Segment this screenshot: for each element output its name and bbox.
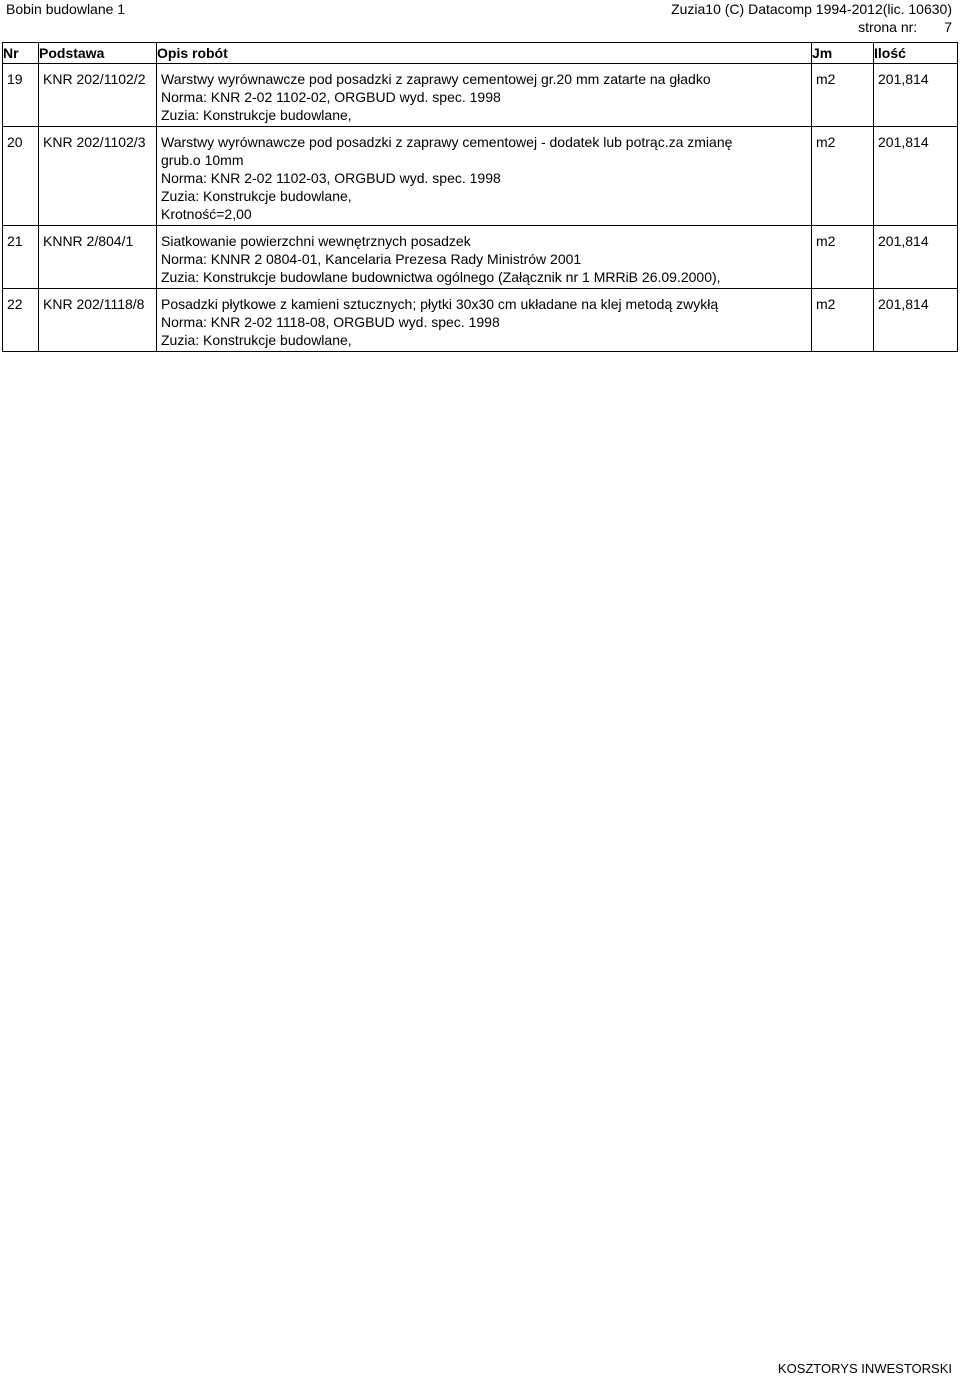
column-header-ilosc: Ilość: [874, 43, 958, 64]
position-quantity: 201,814: [874, 64, 958, 127]
description-line: Siatkowanie powierzchni wewnętrznych posadzek: [161, 233, 471, 249]
position-basis: KNR 202/1102/2: [39, 64, 157, 127]
column-header-podstawa: Podstawa: [39, 43, 157, 64]
document-footer: KOSZTORYS INWESTORSKI: [777, 1361, 952, 1376]
column-header-nr: Nr: [3, 43, 39, 64]
position-basis: KNR 202/1102/3: [39, 127, 157, 226]
description-line: Zuzia: Konstrukcje budowlane budownictwa ogólnego (Załącznik nr 1 MRRiB 26.09.2000),: [161, 269, 721, 285]
position-unit: m2: [812, 226, 874, 289]
description-line: Norma: KNR 2-02 1102-03, ORGBUD wyd. spec. 1998: [161, 170, 501, 186]
description-line: Krotność=2,00: [161, 206, 252, 222]
position-description: [157, 64, 812, 127]
cost-estimate-table: [2, 42, 958, 352]
position-number: 20: [3, 127, 39, 226]
position-quantity: 201,814: [874, 127, 958, 226]
position-basis: KNNR 2/804/1: [39, 226, 157, 289]
position-description: [157, 289, 812, 352]
page-number: 7: [944, 19, 952, 35]
position-description: [157, 226, 812, 289]
description-line: Warstwy wyrównawcze pod posadzki z zaprawy cementowej gr.20 mm zatarte na gładko: [161, 71, 711, 87]
description-line: grub.o 10mm: [161, 152, 244, 168]
table-header-row: [3, 43, 958, 64]
description-line: Posadzki płytkowe z kamieni sztucznych; płytki 30x30 cm układane na klej metodą zwykłą: [161, 296, 719, 312]
table-row: [3, 64, 958, 127]
position-number: 22: [3, 289, 39, 352]
column-header-opis: Opis robót: [157, 43, 812, 64]
description-line: Norma: KNR 2-02 1118-08, ORGBUD wyd. spec. 1998: [161, 314, 500, 330]
software-info: Zuzia10 (C) Datacomp 1994-2012(lic. 10630): [671, 1, 952, 17]
table-row: [3, 127, 958, 226]
description-line: Norma: KNR 2-02 1102-02, ORGBUD wyd. spec. 1998: [161, 89, 501, 105]
column-header-jm: Jm: [812, 43, 874, 64]
description-line: Zuzia: Konstrukcje budowlane,: [161, 107, 352, 123]
description-line: Norma: KNNR 2 0804-01, Kancelaria Prezesa Rady Ministrów 2001: [161, 251, 582, 267]
position-unit: m2: [812, 127, 874, 226]
description-line: Zuzia: Konstrukcje budowlane,: [161, 188, 352, 204]
position-quantity: 201,814: [874, 226, 958, 289]
position-number: 19: [3, 64, 39, 127]
position-number: 21: [3, 226, 39, 289]
document-title: Bobin budowlane 1: [6, 1, 126, 17]
page-label: strona nr:: [858, 19, 918, 35]
page-number-line: [858, 18, 952, 36]
table-row: [3, 289, 958, 352]
table-row: [3, 226, 958, 289]
position-basis: KNR 202/1118/8: [39, 289, 157, 352]
position-unit: m2: [812, 64, 874, 127]
position-description: [157, 127, 812, 226]
description-line: Zuzia: Konstrukcje budowlane,: [161, 332, 352, 348]
description-line: Warstwy wyrównawcze pod posadzki z zaprawy cementowej - dodatek lub potrąc.za zmianę: [161, 134, 733, 150]
position-unit: m2: [812, 289, 874, 352]
position-quantity: 201,814: [874, 289, 958, 352]
